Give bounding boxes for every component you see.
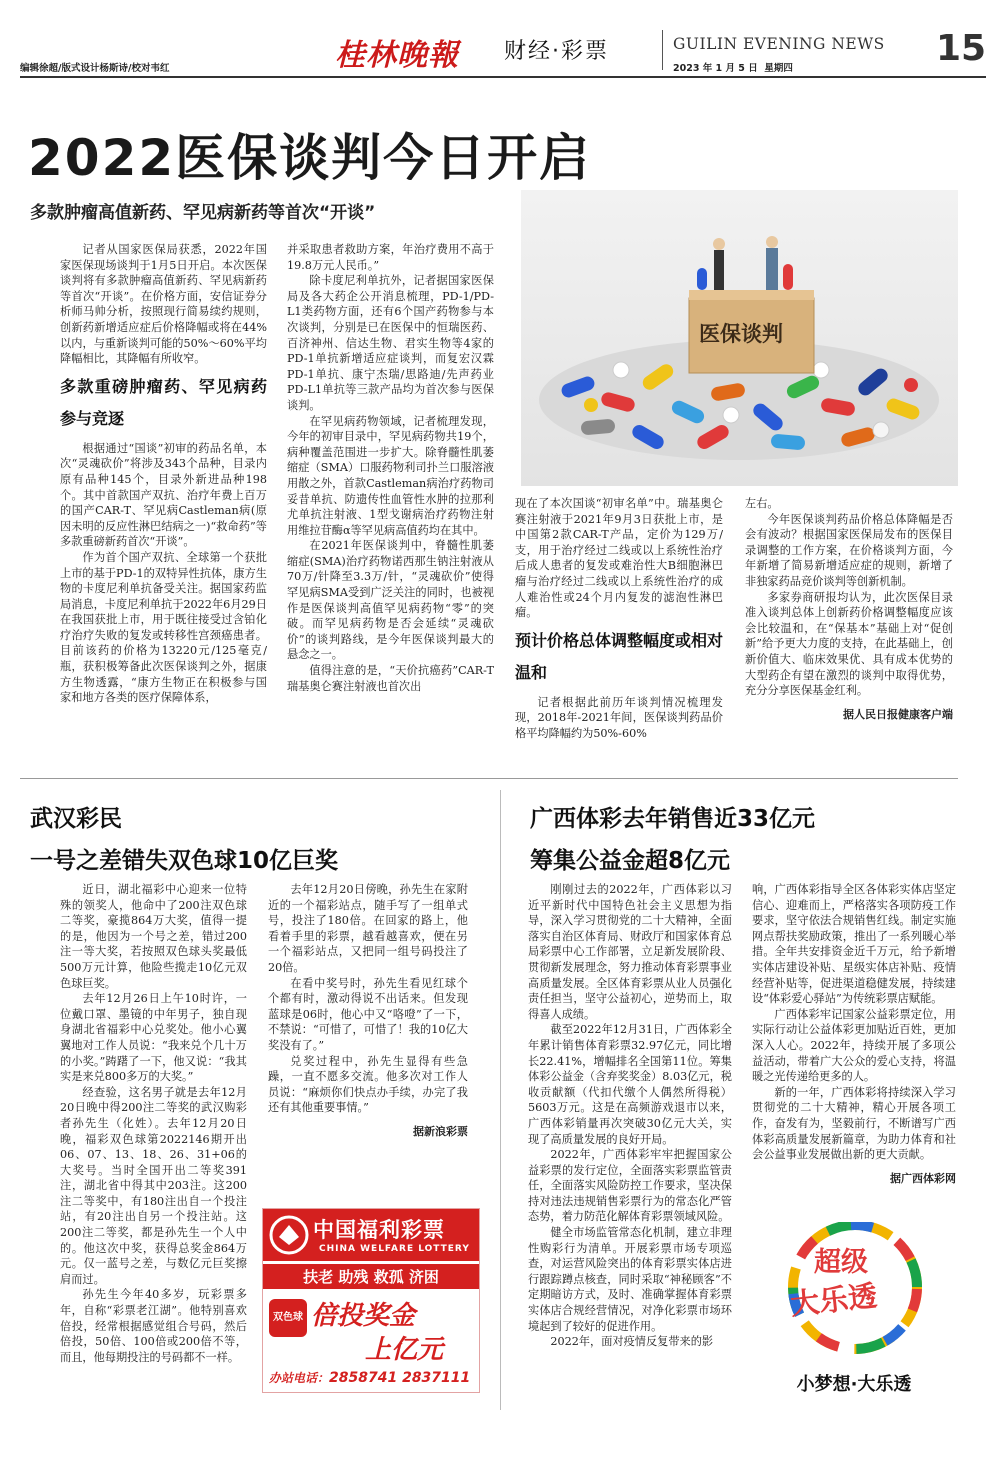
medical-insurance-photo [521,190,958,486]
article1-column-1 [60,242,267,706]
paragraph: 根据通过“国谈”初审的药品名单，本次“灵魂砍价”将涉及343个品种，目录内原有品种145个，目录外新进品种198个。其中首款国产双抗、治疗年费上百万的国产CAR-T、罕见病Castleman病(原因未明的反应性淋巴结病之一)“救命药”等多款重磅新药首次“开谈”。 [60,441,267,549]
section-name: 财经·彩票 [504,39,609,64]
page-number: 15 [936,28,987,69]
paragraph: 去年12月26日上午10时许，一位戴口罩、墨镜的中年男子，独自现身湖北省福彩中心兑奖处。他小心翼翼地对工作人员说：“我来兑个几十万的小奖。”踌躇了一下，他又说：“我其实是来兑800多万的大奖。” [60,992,247,1084]
welfare-lottery-emblem-icon [269,1215,309,1255]
ad-phone-number: 2858741 2837111 [329,1370,471,1386]
ad-top-banner [263,1209,479,1261]
header-divider [662,30,663,70]
paragraph: 兑奖过程中，孙先生显得有些急躁，一直不愿多交流。他多次对工作人员说：“麻烦你们快点办手续，办完了我还有其他重要事情。” [268,1054,468,1115]
paragraph: 刚刚过去的2022年，广西体彩以习近平新时代中国特色社会主义思想为指导，深入学习贯彻党的二十大精神，全面落实自治区体育局、财政厅和国家体育总局彩票中心工作部署，立足新发展阶段、贯彻新发展理念，努力推动体育彩票事业高质量发展。全区体育彩票从业人员强化责任担当，坚守公益初心，逆势而上，取得喜人成绩。 [528,883,732,1021]
paragraph: 现在了本次国谈“初审名单”中。瑞基奥仑赛注射液于2021年9月3日获批上市，是中国第2款CAR-T产品，定价为129万/支，用于治疗经过二线或以上系统性治疗后成人患者的复发或难治性大B细胞淋巴瘤与治疗经过二线或以上系统性治疗的成人难治性或24个月内复发的滤泡性淋巴瘤。 [515,497,723,620]
article-source: 据新浪彩票 [413,1124,468,1138]
photo-block-label: 医保谈判 [699,322,783,346]
paragraph: 经查验，这名男子就是去年12月20日晚中得200注二等奖的武汉购彩者孙先生（化姓）。去年12月20日晚，福彩双色球第2022146期开出06、07、13、18、26、31+06的大奖号。当时全国开出二等奖391注，湖北省中得其中203注。这200注二等奖中，有180注出自一个投注站，有20注出自另一个投注站。这200注二等奖，都是孙先生一个人中的。他这次中奖，获得总奖金864万元。仅一蓝号之差，与数亿元巨奖擦肩而过。 [60,1085,247,1286]
super-lotto-text-1: 超级 [814,1247,868,1278]
paragraph: 多家券商研报均认为，此次医保目录准入谈判总体上创新药价格调整幅度应该会比较温和，在“保基本”基础上对“促创新”给予更大力度的支持，在此基础上，创新价值大、临床效果优、具有成本优势的大型药企有望在激烈的谈判中取得优势，充分分享医保基金红利。 [745,590,953,698]
ad-seal: 双色球 [269,1299,307,1337]
header-rule [20,76,986,78]
article3-headline-line2: 筹集公益金超8亿元 [530,848,731,874]
english-masthead: GUILIN EVENING NEWS [673,35,885,53]
paragraph: 除卡度尼利单抗外，记者据国家医保局及各大药企公开消息梳理，PD-1/PD-L1类药物方面，还有6个国产药物参与本次谈判，分别是已在医保中的恒瑞医药、百济神州、信达生物、君实生物等4家的PD-1单抗新增适应症谈判，而复宏汉霖PD-1单抗、康宁杰瑞/思路迪/先声药业PD-L1单抗等三款产品均为首次参与医保谈判。 [287,274,494,412]
super-lotto-slogan: 小梦想·大乐透 [796,1374,912,1395]
article3-column-1 [528,882,732,1350]
section-heading: 预计价格总体调整幅度或相对温和 [515,630,724,682]
paragraph: 新的一年，广西体彩将持续深入学习贯彻党的二十大精神，精心开展各项工作，奋发有为，坚毅前行，不断谱写广西体彩高质量发展新篇章，为助力体育和社会公益事业发展做出新的更大贡献。 [752,1085,956,1162]
paragraph: 近日，湖北福彩中心迎来一位特殊的领奖人，他命中了200注双色球二等奖，豪揽864万大奖，值得一提的是，他因为一个号之差，错过200注一等大奖，若按照双色球头奖最低500万元计算，他险些揽走10亿元双色球巨奖。 [60,883,247,990]
paragraph: 响，广西体彩指导全区各体彩实体店坚定信心、迎难而上，严格落实各项防疫工作要求，坚守依法合规销售红线。制定实施网点帮扶奖励政策，推出了一系列暖心举措。全年共安排资金近千万元，给予新增实体店建设补贴、星级实体店补贴、疫情经营补贴等，促进渠道稳健发展，持续建设“体彩爱心驿站”为传统彩票店赋能。 [752,883,956,1006]
paragraph: 去年12月20日傍晚，孙先生在家附近的一个福彩站点，随手写了一组单式号，投注了180倍。在回家的路上，他看着手里的彩票，越看越喜欢，便在另一个福彩站点，又把同一组号码投注了20倍。 [268,883,468,974]
article1-column-2 [287,242,494,694]
paragraph: 记者从国家医保局获悉，2022年国家医保现场谈判于1月5日开启。本次医保谈判将有多款肿瘤高值新药、罕见病新药等首次“开谈”。在价格方面，安信证券分析师马帅分析，按照现行简易续约规则，创新药新增适应症后价格降幅或将在44%以内，与重新谈判可能的50%～60%平均降幅相比，其降幅有所收窄。 [60,243,267,366]
paragraph: 今年医保谈判药品价格总体降幅是否会有波动？根据国家医保局发布的医保目录调整的工作方案，在价格谈判方面，今年新增了简易新增适应症的规则，新增了非独家药品竞价谈判等创新机制。 [745,512,953,588]
weekday-text: 星期四 [764,63,793,74]
paragraph: 在2021年医保谈判中，脊髓性肌萎缩症(SMA)治疗药物诺西那生钠注射液从70万/针降至3.3万/针，“灵魂砍价”使得罕见病SMA受到广泛关注的同时，也被视作是医保谈判高值罕见病药物“零”的突破。而罕见病药物是否会延续“灵魂砍价”的谈判路线，是今年医保谈判最大的悬念之一。 [287,539,494,662]
article1-headline: 2022医保谈判今日开启 [28,129,592,187]
paragraph: 左右。 [745,497,779,510]
ad-headline-1: 倍投奖金 [311,1301,416,1331]
article2-column-2 [268,882,468,1140]
ad-brand-en: CHINA WELFARE LOTTERY [319,1244,470,1254]
article-source: 据人民日报健康客户端 [843,707,953,721]
paragraph: 并采取患者救助方案，年治疗费用不高于19.8万元人民币。” [287,243,494,272]
article3-headline-line1: 广西体彩去年销售近33亿元 [530,806,816,832]
super-lotto-text-2: 大乐透 [788,1278,879,1322]
article2-headline-line1: 武汉彩民 [30,806,122,832]
paragraph: 在看中奖号时，孙先生看见红球个个都有时，激动得说不出话来。但发现蓝球是06时，他心中又“咯噔”了一下，不禁说：“可惜了，可惜了！我的10亿大奖没有了。” [268,976,468,1052]
article-source: 据广西体彩网 [890,1171,956,1185]
column-divider [500,790,501,1410]
article2-column-1 [60,882,247,1365]
ad-slogan: 扶老 助残 救孤 济困 [263,1263,479,1289]
issue-date [673,60,793,74]
paragraph: 记者根据此前历年谈判情况梳理发现，2018年-2021年间，医保谈判药品价格平均降幅约为50%-60% [515,695,723,740]
article3-column-2 [752,882,956,1186]
paragraph: 值得注意的是，“天价抗癌药”CAR-T瑞基奥仑赛注射液也首次出 [287,664,494,693]
welfare-lottery-ad [262,1208,480,1393]
ad-phone-label: 办站电话： [269,1371,330,1385]
article1-column-4 [745,496,953,722]
paragraph: 广西体彩牢记国家公益彩票定位，用实际行动让公益体彩更加贴近百姓，更加深入人心。2022年，持续开展了多项公益活动，带着广大公众的爱心支持，将温暖之光传递给更多的人。 [752,1007,956,1084]
ad-brand: 中国福利彩票 [313,1218,445,1242]
paragraph: 在罕见病药物领域，记者梳理发现，今年的初审目录中，罕见病药物共19个，病种覆盖范围进一步扩大。除脊髓性肌萎缩症（SMA）口服药物利司扑兰口服溶液用散之外，首款Castleman病治疗药物司妥昔单抗、防遗传性血管性水肿的拉那利尤单抗注射液、1型戈谢病治疗药物注射用维拉苷酶α等罕见病高值药均在其中。 [287,414,494,537]
paragraph: 作为首个国产双抗、全球第一个获批上市的基于PD-1的双特异性抗体，康方生物的卡度尼利单抗备受关注。据国家药监局消息，卡度尼利单抗于2022年6月29日在我国获批上市，用于既往接受过含铂化疗治疗失败的复发或转移性宫颈癌患者。目前该药的价格为13220元/125毫克/瓶，获积极筹备此次医保谈判之外，据康方生物透露，“康方生物正在积极参与国家和地方各类的医疗保障体系， [60,550,267,705]
newspaper-logo: 桂林晚報 [335,38,459,73]
section-divider [20,778,958,779]
figurines [697,236,793,290]
paragraph: 健全市场监管常态化机制，建立非理性购彩行为清单。开展彩票市场专项巡查，对运营风险突出的体育彩票实体店进行跟踪蹲点核查，同时采取“神秘顾客”不定期暗访方式，及时、准确掌握体育彩票实体店合规经营情况，对净化彩票市场环境起到了较好的促进作用。 [528,1226,732,1333]
paragraph: 2022年，面对疫情反复带来的影 [550,1335,714,1349]
paragraph: 孙先生今年40多岁，玩彩票多年，自称“彩票老江湖”。他特别喜欢倍投，经常根据感觉组合号码，然后倍投，50倍、100倍或200倍不等，而且，他每期投注的号码都不一样。 [60,1288,247,1364]
date-text: 2023 年 1 月 5 日 [673,63,758,74]
article1-subheadline: 多款肿瘤高值新药、罕见病新药等首次“开谈” [30,203,376,223]
section-heading: 多款重磅肿瘤药、罕见病药参与竞逐 [60,376,267,428]
super-lotto-logo [770,1222,940,1402]
article2-headline-line2: 一号之差错失双色球10亿巨奖 [30,848,339,874]
paragraph: 截至2022年12月31日，广西体彩全年累计销售体育彩票32.97亿元，同比增长22.41%，增幅排名全国第11位。筹集体彩公益金（含弃奖奖金）8.03亿元，税收贡献额（代扣代缴个人偶然所得税）5603万元。这是在高频游戏退市以来，广西体彩销量再次突破30亿元大关，实现了高质量发展的良好开局。 [528,1023,732,1146]
article1-column-3 [515,496,723,742]
credits: 编辑徐超/版式设计杨斯诗/校对韦红 [20,63,170,74]
ad-headline-2: 上亿元 [365,1335,444,1365]
ad-phone-line [269,1369,470,1386]
paragraph: 2022年，广西体彩牢牢把握国家公益彩票的发行定位，全面落实彩票监管责任，全面落实风险防控工作要求，坚决保持对违法违规销售彩票行为的常态化严管态势，着力防范化解体育彩票领域风险。 [528,1148,732,1224]
